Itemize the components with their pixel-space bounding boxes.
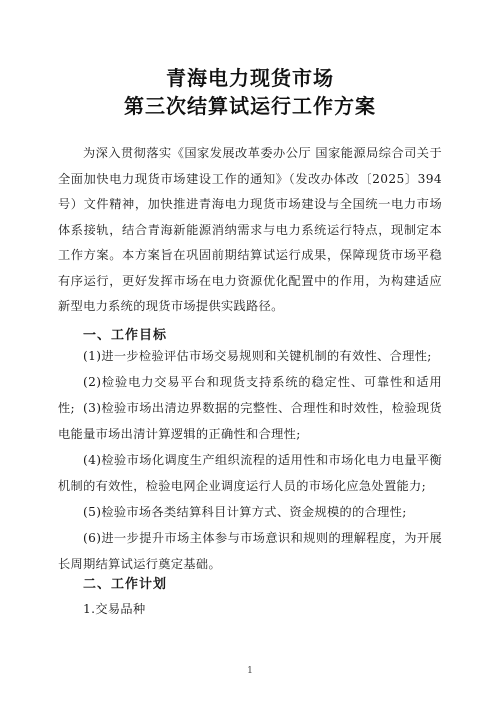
document-title-line1: 青海电力现货市场 (166, 66, 334, 90)
page-number: 1 (247, 666, 253, 676)
goal-item-1: (1)进一步检验评估市场交易规则和关键机制的有效性、合理性; (83, 349, 432, 363)
goal-item-5: (5)检验市场各类结算科目计算方式、资金规模的的合理性; (83, 505, 407, 519)
section-heading-plan: 二、工作计划 (83, 577, 168, 592)
subsection-trading-types: 1.交易品种 (83, 602, 146, 616)
goal-item-4: (4)检验市场化调度生产组织流程的适用性和市场化电力电量平衡机制的有效性，检验电网企业调度运行人员的市场化应急处置能力; (58, 453, 442, 493)
goal-item-2: (2)检验电力交易平台和现货支持系统的稳定性、可靠性和适用性; (58, 375, 442, 415)
goal-item-6: (6)进一步提升市场主体参与市场意识和规则的理解程度，为开展长周期结算试运行奠定基础。 (58, 531, 442, 571)
goal-item-3: (3)检验市场出清边界数据的完整性、合理性和时效性，检验现货电能量市场出清计算逻辑的正确性和合理性; (58, 401, 442, 441)
document-title-line2: 第三次结算试运行工作方案 (124, 94, 376, 118)
section-heading-goals: 一、工作目标 (83, 328, 168, 343)
intro-paragraph: 为深入贯彻落实《国家发展改革委办公厅 国家能源局综合司关于全面加快电力现货市场建设工作的通知》（发改办体改〔2025〕394号）文件精神，加快推进青海电力现货市场建设与全国统一电力市场体系接轨，结合青海新能源消纳需求与电力系统运行特点，现制定本工作方案。本方案旨在巩固前期结算试运行成果，保障现货市场平稳有序运行，更好发挥市场在电力资源优化配置中的作用，为构建适应新型电力系统的现货市场提供实践路径。 (58, 146, 442, 313)
